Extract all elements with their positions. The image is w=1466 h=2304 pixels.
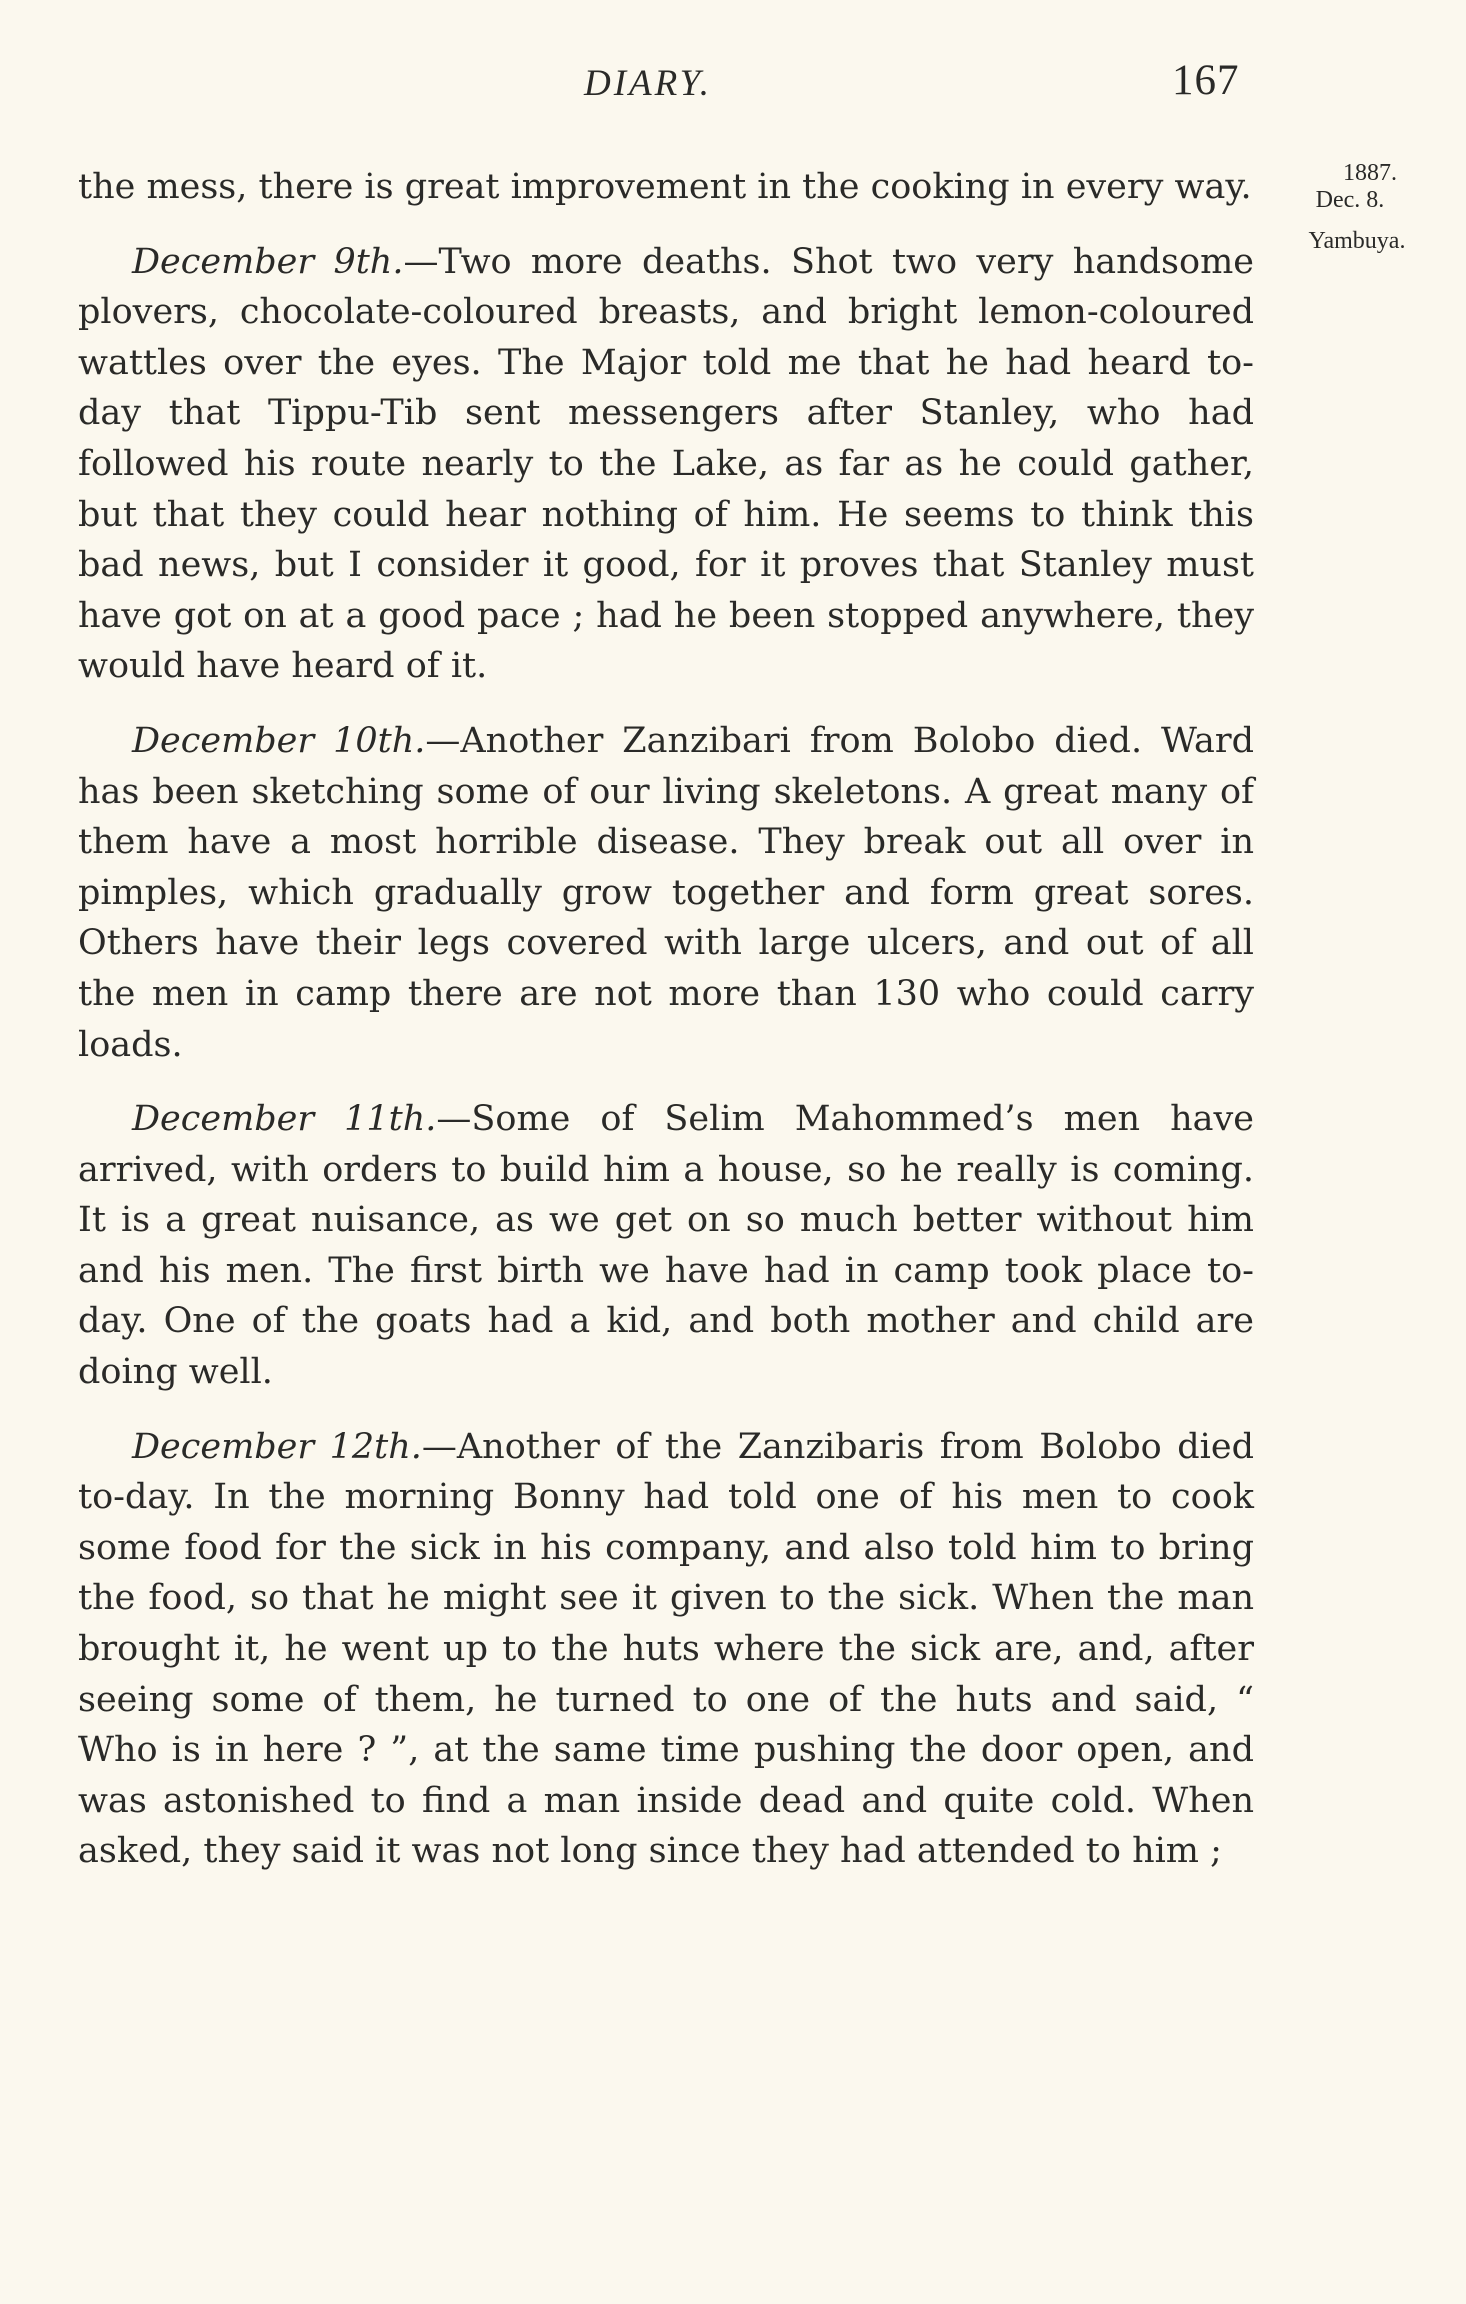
entry-text: —Two more deaths. Shot two very handsome plovers, chocolate-coloured breasts, and bright lemon-coloured wattles over the eyes. The Major told me that he had heard to-day that Tippu-Tib sent messengers after Stanley, who had followed his route nearly to the Lake, as far as he could gather, but that they could hear nothing of him. He seems to think this bad news, but I consider it good, for it proves that Stanley must have got on at a good pace ; had he been stopped anywhere, they would have heard of it. — [78, 241, 1254, 687]
diary-entry-dec-12 — [78, 1422, 1254, 1877]
diary-entry-dec-10 — [78, 716, 1254, 1070]
diary-entry-dec-9 — [78, 237, 1254, 692]
margin-note-year: 1887. — [1343, 160, 1397, 186]
entry-text: —Another Zanzibari from Bolobo died. Ward has been sketching some of our living skeletons. A great many of them have a most horrible disease. They break out all over in pimples, which gradually grow together and form great sores. Others have their legs covered with large ulcers, and out of all the men in camp there are not more than 130 who could carry loads. — [78, 720, 1254, 1065]
paragraph-continuation — [78, 162, 1254, 213]
diary-entry-dec-11 — [78, 1094, 1254, 1398]
margin-note — [1270, 160, 1430, 255]
margin-note-place: Yambuya. — [1308, 228, 1406, 254]
entry-date: December 10th. — [132, 720, 426, 761]
running-title: DIARY. — [584, 63, 713, 104]
body-text — [78, 162, 1254, 1901]
running-head — [0, 52, 1466, 112]
page-number: 167 — [1172, 57, 1240, 104]
entry-date: December 9th. — [132, 241, 404, 282]
paragraph-text: the mess, there is great improvement in the cooking in every way. — [78, 167, 1252, 207]
entry-text: —Some of Selim Mahommed’s men have arrived, with orders to build him a house, so he really is coming. It is a great nuisance, as we get on so much better without him and his men. The first birth we have had in camp took place to-day. One of the goats had a kid, and both mother and child are doing well. — [78, 1099, 1254, 1393]
entry-date: December 12th. — [132, 1426, 422, 1467]
entry-text: —Another of the Zanzibaris from Bolobo died to-day. In the morning Bonny had told one of his men to cook some food for the sick in his company, and also told him to bring the food, so that he might see it given to the sick. When the man brought it, he went up to the huts where the sick are, and, after seeing some of them, he turned to one of the huts and said, “ Who is in here ? ”, at the same time pushing the door open, and was astonished to find a man inside dead and quite cold. When asked, they said it was not long since they had attended to him ; — [78, 1426, 1254, 1872]
entry-date: December 11th. — [132, 1099, 437, 1140]
margin-note-date: Dec. 8. — [1315, 187, 1385, 213]
